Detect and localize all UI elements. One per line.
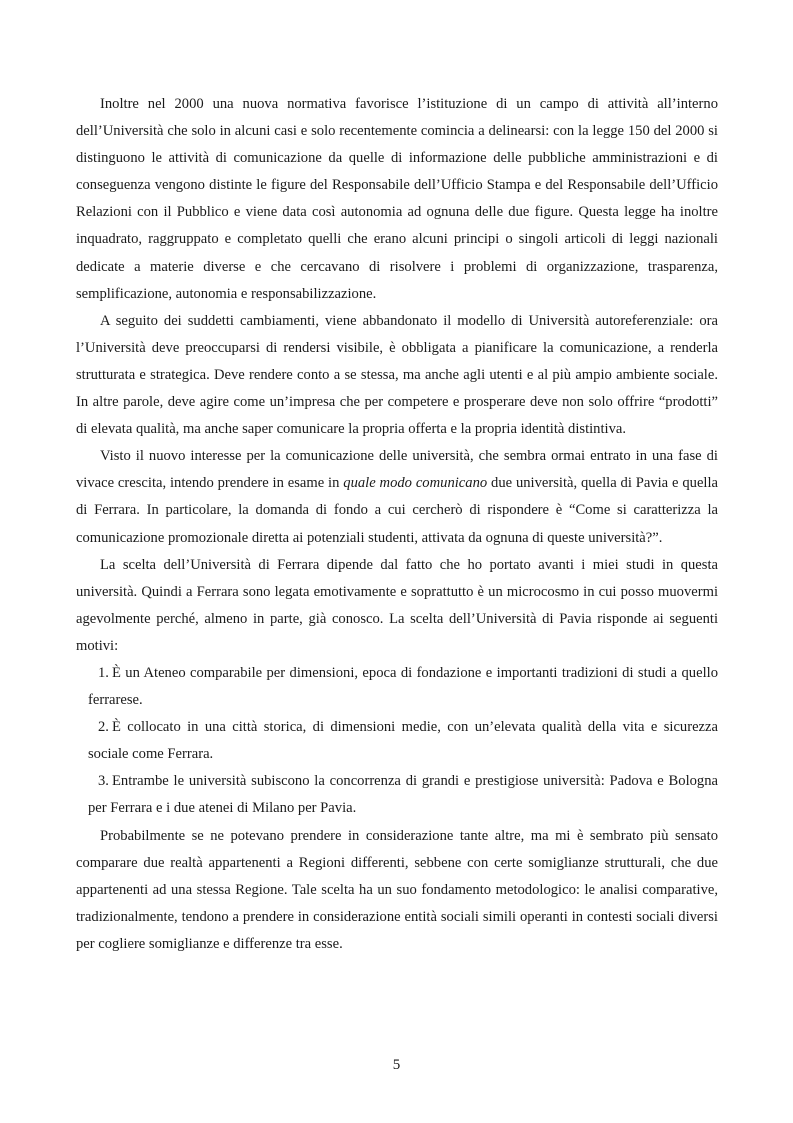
list-item-number: 1.	[98, 664, 109, 681]
paragraph-research-question-text-1: Visto il nuovo interesse per la comunicazione delle università, che sembra ormai entrato in una fase di vivace crescita, intendo prendere in esame in	[76, 448, 718, 492]
list-item-text: Entrambe le università subiscono la concorrenza di grandi e prestigiose università: Padova e Bologna per Ferrara e i due atenei di Milano per Pavia.	[88, 773, 718, 817]
list-item	[76, 714, 718, 768]
italic-phrase: quale modo comunicano	[343, 475, 488, 492]
paragraph-comparative-method: Probabilmente se ne potevano prendere in considerazione tante altre, ma mi è sembrato più sensato comparare due realtà appartenenti a Regioni differenti, sebbene con certe somiglianze strutturali, che due appartenenti ad una stessa Regione. Tale scelta ha un suo fondamento metodologico: le analisi comparative, tradizionalmente, tendono a prendere in considerazione entità sociali simili operanti in contesti sociali diversi per cogliere somiglianze e differenze tra esse.	[76, 827, 718, 952]
list-item-text: È collocato in una città storica, di dimensioni medie, con un’elevata qualità della vita e sicurezza sociale come Ferrara.	[88, 719, 718, 763]
paragraph-self-referential-model: A seguito dei suddetti cambiamenti, viene abbandonato il modello di Università autoreferenziale: ora l’Università deve preoccuparsi di rendersi visibile, è obbligata a pianificare la comunicazione, a renderla strutturata e strategica. Deve rendere conto a se stessa, ma anche agli utenti e al più ampio ambiente sociale. In altre parole, deve agire come un’impresa che per competere e prosperare deve non solo offrire “prodotti” di elevata qualità, ma anche saper comunicare la propria offerta e la propria identità distintiva.	[76, 312, 718, 438]
page-number: 5	[392, 1057, 401, 1073]
list-item-number: 3.	[98, 773, 109, 790]
paragraph-choice-of-ferrara: La scelta dell’Università di Ferrara dipende dal fatto che ho portato avanti i miei studi in questa università. Quindi a Ferrara sono legata emotivamente e soprattutto è un microcosmo in cui posso muovermi agevolmente perché, almeno in parte, già conosco. La scelta dell’Università di Pavia risponde ai seguenti motivi:	[76, 556, 718, 654]
list-item-text: È un Ateneo comparabile per dimensioni, epoca di fondazione e importanti tradizioni di studi a quello ferrarese.	[88, 664, 718, 709]
paragraph-research-question	[76, 443, 718, 551]
document-page	[76, 91, 718, 958]
paragraph-research-question-text-2: due università, quella di Pavia e quella di Ferrara. In particolare, la domanda di fondo a cui cercherò di rispondere è “Come si caratterizza la comunicazione promozionale diretta ai potenziali studenti, attivata da ognuna di queste università?”.	[76, 475, 719, 546]
list-item	[76, 768, 718, 822]
list-item	[76, 660, 718, 714]
paragraph-law-2000: Inoltre nel 2000 una nuova normativa favorisce l’istituzione di un campo di attività all’interno dell’Università che solo in alcuni casi e solo recentemente comincia a delinearsi: con la legge 150 del 2000 si distinguono le attività di comunicazione da quelle di informazione delle pubbliche amministrazioni e di conseguenza vengono distinte le figure del Responsabile dell’Ufficio Stampa e del Responsabile dell’Ufficio Relazioni con il Pubblico e viene data così autonomia ad ognuna delle due figure. Questa legge ha inoltre inquadrato, raggruppato e completato quelli che erano alcuni principi o singoli articoli di leggi nazionali dedicate a materie diverse e che cercavano di risolvere i problemi di organizzazione, trasparenza, semplificazione, autonomia e responsabilizzazione.	[76, 96, 718, 302]
list-item-number: 2.	[98, 719, 109, 736]
reasons-list	[76, 660, 718, 823]
